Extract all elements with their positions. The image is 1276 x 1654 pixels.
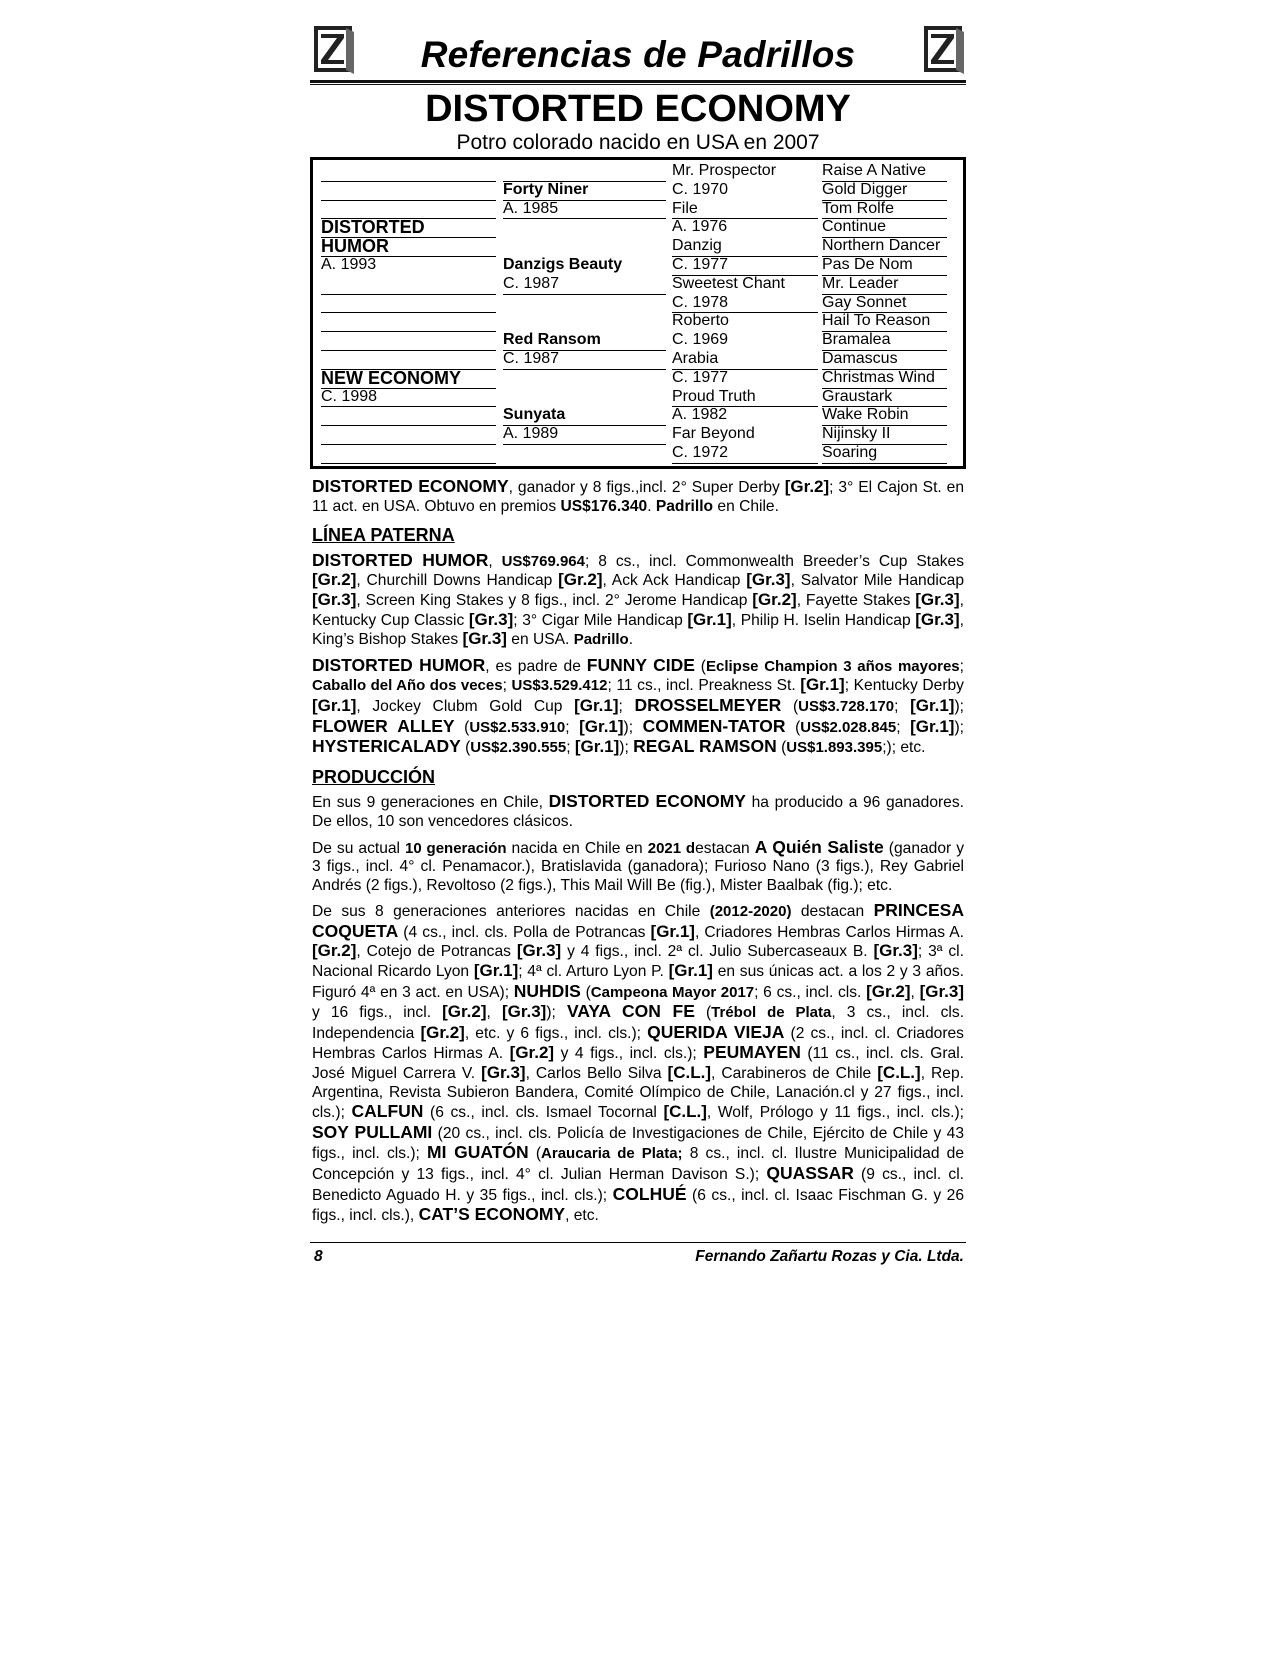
pedigree-cell bbox=[503, 162, 666, 182]
grade-badge: [Gr.3] bbox=[873, 941, 918, 961]
pedigree-cell: HUMOR bbox=[321, 237, 496, 257]
pedigree-cell bbox=[503, 388, 666, 407]
pedigree-cell bbox=[503, 369, 666, 388]
bold-text: US$1.893.395 bbox=[786, 739, 883, 757]
text: , Churchill Downs Handicap bbox=[356, 572, 559, 590]
pedigree-cell: File bbox=[672, 200, 818, 220]
bold-text: US$2.028.845 bbox=[800, 718, 897, 736]
text: (6 cs., incl. cl. Isaac Fischman G. y 26 figs., incl. cls.), bbox=[312, 1186, 965, 1225]
horse-name-inline: NUHDIS bbox=[513, 980, 581, 1001]
text: , Rep. Argentina, Revista Subieron Bandera, Comité Olímpico de Chile, Lanación.cl y 27 figs., incl. cls.); bbox=[312, 1065, 964, 1122]
grade-badge: [Gr.3] bbox=[915, 609, 960, 629]
pedigree-row bbox=[321, 369, 941, 388]
pedigree-cell: Soaring bbox=[822, 444, 947, 464]
pedigree-cell bbox=[321, 350, 496, 370]
grade-badge: [Gr.3] bbox=[312, 589, 357, 609]
text: ( bbox=[776, 739, 787, 757]
grade-badge: [C.L.] bbox=[877, 1063, 921, 1083]
bold-text: Trébol de Plata bbox=[711, 1004, 832, 1022]
horse-name-inline: DISTORTED ECONOMY bbox=[312, 476, 509, 496]
text: ( bbox=[460, 739, 471, 757]
pedigree-cell: C. 1977 bbox=[672, 256, 818, 276]
text: ); bbox=[623, 718, 643, 736]
horse-name-inline: QUASSAR bbox=[766, 1163, 854, 1183]
text: , ganador y 8 figs.,incl. 2° Super Derby bbox=[508, 479, 785, 496]
text: , Wolf, Prólogo y 11 figs., incl. cls.); bbox=[706, 1104, 964, 1122]
pedigree-row bbox=[321, 181, 941, 200]
bold-text: US$2.390.555 bbox=[470, 739, 567, 757]
pedigree-cell: Sweetest Chant bbox=[672, 274, 785, 292]
text: En sus 9 generaciones en Chile, bbox=[312, 794, 549, 812]
grade-badge: [Gr.1] bbox=[312, 695, 357, 715]
text: (20 cs., incl. cls. Policía de Investigaciones de Chile, Ejército de Chile y 43 figs., incl. cls.); bbox=[312, 1124, 964, 1163]
grade-badge: [Gr.1] bbox=[574, 695, 619, 715]
grade-badge: [Gr.1] bbox=[650, 921, 695, 941]
publisher-name: Fernando Zañartu Rozas y Cia. Ltda. bbox=[695, 1248, 964, 1265]
grade-badge: [Gr.2] bbox=[312, 941, 357, 961]
pedigree-cell: Pas De Nom bbox=[822, 256, 947, 276]
text: en USA. bbox=[506, 631, 574, 649]
horse-name-inline: COLHUÉ bbox=[612, 1183, 687, 1204]
text: y 4 figs., incl. 2ª cl. Julio Subercaseaux B. bbox=[561, 943, 874, 961]
bold-text: US$3.529.412 bbox=[511, 677, 608, 695]
grade-badge: [Gr.1] bbox=[687, 609, 732, 629]
produccion-paragraph-2 bbox=[312, 838, 964, 896]
pedigree-cell: Sunyata bbox=[503, 406, 666, 426]
pedigree-cell bbox=[503, 444, 666, 463]
pedigree-cell: Gold Digger bbox=[822, 181, 947, 201]
pedigree-row bbox=[321, 162, 941, 181]
text: . bbox=[647, 497, 656, 515]
grade-badge: [Gr.1] bbox=[910, 695, 955, 715]
pedigree-cell: Proud Truth bbox=[672, 388, 818, 408]
grade-badge: [Gr.1] bbox=[579, 716, 624, 736]
pedigree-cell: Damascus bbox=[822, 350, 947, 370]
pedigree-cell: NEW ECONOMY bbox=[321, 369, 496, 389]
zr-emblem-icon bbox=[310, 24, 356, 74]
pedigree-cell bbox=[321, 181, 496, 201]
header-rule-thin bbox=[310, 84, 966, 85]
horse-name-inline: DISTORTED HUMOR bbox=[312, 654, 486, 675]
page-number: 8 bbox=[314, 1248, 323, 1265]
text: nacida en Chile en bbox=[506, 839, 648, 857]
text: 8 cs., incl. cl. Ilustre Municipalidad de Concepción y 13 figs., incl. 4° cl. Julian Herman Davison S.); bbox=[312, 1145, 965, 1183]
text: ( bbox=[580, 983, 591, 1001]
pedigree-cell: C. 1987 bbox=[503, 350, 666, 370]
text: y 4 figs., incl. cls.); bbox=[554, 1045, 704, 1063]
text: ; Kentucky Derby bbox=[844, 677, 964, 695]
pedigree-cell: A. 1989 bbox=[503, 425, 666, 445]
text: De su actual bbox=[312, 839, 406, 857]
pedigree-row bbox=[321, 218, 941, 237]
text: , Salvator Mile Handicap bbox=[790, 572, 964, 590]
text: , bbox=[488, 552, 502, 570]
text: , King’s Bishop Stakes bbox=[312, 611, 964, 649]
pedigree-cell: Far Beyond bbox=[672, 425, 755, 443]
page-footer bbox=[310, 1242, 966, 1265]
horse-subtitle: Potro colorado nacido en USA en 2007 bbox=[456, 131, 820, 154]
body-text bbox=[310, 477, 966, 1226]
pedigree-cell: Roberto bbox=[672, 312, 729, 330]
grade-badge: [C.L.] bbox=[667, 1063, 711, 1083]
text: (9 cs., incl. cl. Benedicto Aguado H. y 35 figs., incl. cls.); bbox=[312, 1166, 964, 1204]
grade-badge: [Gr.1] bbox=[574, 737, 620, 757]
text: , Kentucky Cup Classic bbox=[312, 591, 964, 629]
grade-badge: [Gr.3] bbox=[915, 589, 960, 609]
intro-paragraph bbox=[312, 477, 964, 516]
pedigree-row bbox=[321, 275, 941, 294]
grade-badge: [Gr.3] bbox=[516, 941, 562, 961]
grade-badge: [Gr.3] bbox=[919, 981, 964, 1001]
header-rule bbox=[310, 80, 966, 83]
pedigree-cell bbox=[321, 294, 496, 314]
pedigree-cell: C. 1987 bbox=[503, 275, 666, 295]
pedigree-cell: C. 1970 bbox=[672, 180, 729, 198]
header-title: Referencias de Padrillos bbox=[420, 34, 856, 75]
grade-badge: [C.L.] bbox=[663, 1102, 707, 1122]
section-heading-paterna: LÍNEA PATERNA bbox=[312, 525, 455, 546]
text: (6 cs., incl. cls. Ismael Tocornal bbox=[423, 1104, 664, 1122]
grade-badge: [Gr.2] bbox=[312, 570, 357, 590]
pedigree-row bbox=[321, 237, 941, 256]
pedigree-row bbox=[321, 200, 941, 219]
text: destacan bbox=[791, 903, 874, 921]
text: ( bbox=[454, 718, 470, 736]
bold-text: Caballo del Año dos veces bbox=[312, 677, 503, 695]
pedigree-cell bbox=[503, 312, 666, 331]
bold-text: US$2.533.910 bbox=[469, 718, 566, 736]
horse-name-inline: MI GUATÓN bbox=[427, 1142, 529, 1163]
text: en sus únicas act. a los 2 y 3 años. Figuró 4ª en 3 act. en USA); bbox=[312, 963, 964, 1001]
text: De sus 8 generaciones anteriores nacidas en Chile bbox=[312, 903, 710, 921]
pedigree-cell: DISTORTED bbox=[321, 218, 496, 238]
horse-name-inline: DISTORTED HUMOR bbox=[312, 549, 489, 570]
text: , Cotejo de Potrancas bbox=[356, 943, 517, 961]
pedigree-cell: Hail To Reason bbox=[822, 312, 947, 332]
horse-name-inline: SOY PULLAMI bbox=[312, 1121, 433, 1142]
horse-name-inline: VAYA CON FE bbox=[566, 1001, 695, 1022]
text: . bbox=[628, 631, 634, 649]
text: , Carlos Bello Silva bbox=[525, 1065, 668, 1083]
pedigree-row bbox=[321, 256, 941, 275]
pedigree-cell: Arabia bbox=[672, 350, 818, 370]
grade-badge: [Gr.2] bbox=[752, 589, 797, 609]
grade-badge: [Gr.3] bbox=[746, 570, 791, 590]
grade-badge: [Gr.3] bbox=[481, 1063, 526, 1083]
text: ; bbox=[565, 718, 580, 736]
text: ; 11 cs., incl. Preakness St. bbox=[607, 677, 801, 695]
pedigree-cell: Continue bbox=[822, 218, 947, 238]
pedigree-row bbox=[321, 312, 941, 331]
horse-name: DISTORTED ECONOMY bbox=[425, 88, 851, 130]
pedigree-cell: Danzigs Beauty bbox=[503, 256, 623, 273]
grade-badge: [Gr.3] bbox=[501, 1002, 547, 1022]
pedigree-cell: A. 1982 bbox=[672, 406, 728, 424]
pedigree-cell: Tom Rolfe bbox=[822, 200, 947, 220]
text: ;); etc. bbox=[882, 739, 926, 757]
pedigree-cell: C. 1978 bbox=[672, 294, 818, 314]
pedigree-cell bbox=[503, 237, 666, 256]
paterna-paragraph-1 bbox=[312, 551, 964, 650]
grade-badge: [Gr.2] bbox=[558, 570, 603, 590]
grade-badge: [Gr.1] bbox=[800, 675, 845, 695]
pedigree-cell: Christmas Wind bbox=[822, 369, 947, 389]
pedigree-cell bbox=[321, 406, 496, 426]
text: ); bbox=[954, 697, 964, 715]
bold-text: US$3.728.170 bbox=[798, 697, 895, 715]
text: y 16 figs., incl. bbox=[312, 1004, 443, 1022]
earnings: US$176.340 bbox=[560, 497, 648, 515]
text: ( bbox=[785, 718, 801, 736]
pedigree-cell: Mr. Leader bbox=[822, 275, 947, 295]
text: en Chile. bbox=[713, 497, 779, 515]
text: ( bbox=[694, 657, 706, 675]
produccion-paragraph-1 bbox=[312, 792, 964, 831]
pedigree-cell: Mr. Prospector bbox=[672, 162, 777, 179]
pedigree-cell: C. 1998 bbox=[321, 388, 496, 408]
text: ha producido a 96 ganadores. De ellos, 10 son vencedores clásicos. bbox=[312, 794, 964, 830]
document-page bbox=[310, 22, 966, 1232]
pedigree-cell bbox=[321, 444, 496, 464]
text: ; 3° El Cajon St. en 11 act. en USA. Obtuvo en premios bbox=[312, 479, 964, 515]
text: , Fayette Stakes bbox=[796, 591, 916, 609]
grade-badge: [Gr.1] bbox=[473, 961, 519, 981]
text: ); bbox=[619, 739, 634, 757]
pedigree-row bbox=[321, 388, 941, 407]
horse-name-inline: REGAL RAMSON bbox=[633, 736, 777, 757]
bold-text: 2021 d bbox=[647, 839, 696, 857]
horse-name-inline: PRINCESA COQUETA bbox=[312, 900, 964, 941]
text: ; 3ª cl. Nacional Ricardo Lyon bbox=[312, 943, 964, 981]
text: , es padre de bbox=[485, 657, 587, 675]
grade-badge: [Gr.2] bbox=[509, 1043, 555, 1063]
text: estacan bbox=[695, 839, 755, 857]
text: ); bbox=[546, 1004, 567, 1022]
text: , Carabineros de Chile bbox=[710, 1065, 878, 1083]
bold-text: Araucaria de Plata; bbox=[541, 1145, 683, 1163]
produccion-paragraph-3 bbox=[312, 901, 964, 1226]
pedigree-cell: A. 1993 bbox=[321, 256, 377, 273]
text: (11 cs., incl. cls. Gral. José Miguel Carrera V. bbox=[312, 1045, 965, 1083]
pedigree-cell: Wake Robin bbox=[822, 406, 947, 426]
horse-name-inline: A Quién Saliste bbox=[754, 836, 884, 857]
bold-text: Eclipse Champion 3 años mayores bbox=[705, 657, 960, 675]
pedigree-table bbox=[310, 157, 966, 469]
text: , etc. bbox=[565, 1207, 599, 1225]
text: ; bbox=[896, 718, 911, 736]
pedigree-cell: C. 1972 bbox=[672, 444, 818, 464]
text: , Philip H. Iselin Handicap bbox=[731, 611, 916, 629]
pedigree-row bbox=[321, 425, 941, 444]
grade-badge: [Gr.2] bbox=[784, 477, 830, 496]
text: ); bbox=[954, 718, 964, 736]
pedigree-cell bbox=[321, 162, 496, 182]
bold-text: 10 generación bbox=[405, 839, 507, 857]
pedigree-cell: Red Ransom bbox=[503, 331, 666, 351]
text: (2 cs., incl. cl. Criadores Hembras Carlos Hirmas A. bbox=[312, 1024, 964, 1063]
pedigree-cell: Northern Dancer bbox=[822, 237, 947, 257]
section-heading-produccion: PRODUCCIÓN bbox=[312, 766, 436, 787]
pedigree-cell: C. 1977 bbox=[672, 368, 729, 386]
text: , bbox=[910, 983, 920, 1001]
bold-text: Campeona Mayor 2017 bbox=[590, 983, 755, 1001]
pedigree-row bbox=[321, 331, 941, 350]
text: , Criadores Hembras Carlos Hirmas A. bbox=[694, 923, 964, 941]
grade-badge: [Gr.2] bbox=[442, 1002, 487, 1022]
horse-name-inline: DISTORTED ECONOMY bbox=[548, 791, 746, 812]
text: ; bbox=[502, 677, 512, 695]
horse-name-inline: COMMEN-TATOR bbox=[642, 715, 786, 736]
pedigree-cell: A. 1976 bbox=[672, 218, 728, 236]
text: , Screen King Stakes y 8 figs., incl. 2° Jerome Handicap bbox=[356, 591, 753, 609]
pedigree-row bbox=[321, 294, 941, 313]
pedigree-cell: Raise A Native bbox=[822, 162, 947, 182]
grade-badge: [Gr.3] bbox=[468, 609, 514, 629]
pedigree-cell: Bramalea bbox=[822, 331, 947, 351]
grade-badge: [Gr.1] bbox=[910, 716, 955, 736]
text: , Jockey Clubm Gold Cup bbox=[356, 697, 575, 715]
grade-badge: [Gr.2] bbox=[866, 981, 911, 1001]
pedigree-cell: C. 1969 bbox=[672, 331, 729, 349]
text: , Ack Ack Handicap bbox=[602, 572, 747, 590]
pedigree-row bbox=[321, 350, 941, 369]
bold-text: (2012-2020) bbox=[709, 903, 792, 921]
pedigree-row bbox=[321, 444, 941, 463]
horse-name-inline: FLOWER ALLEY bbox=[312, 715, 455, 736]
pedigree-cell bbox=[321, 331, 496, 351]
text: ; 6 cs., incl. cls. bbox=[754, 983, 867, 1001]
horse-name-inline: CALFUN bbox=[351, 1101, 424, 1122]
page-header bbox=[310, 22, 966, 84]
bold-text: US$769.964 bbox=[501, 552, 585, 570]
text: ( bbox=[694, 1004, 712, 1022]
pedigree-cell bbox=[321, 425, 496, 445]
text: ; bbox=[566, 739, 575, 757]
pedigree-cell: Gay Sonnet bbox=[822, 294, 947, 314]
text: ; 4ª cl. Arturo Lyon P. bbox=[518, 963, 669, 981]
text: ; 8 cs., incl. Commonwealth Breeder’s Cup Stakes bbox=[585, 552, 965, 570]
text: (ganador y 3 figs., incl. 4° cl. Penamacor.), Bratislavida (ganadora); Furioso Nano (3 figs.), Rey Gabriel Andrés (2 figs.), Revoltoso (2 figs.), This Mail Will Be (fig.), Mister Baalbak (fig.); etc. bbox=[312, 839, 965, 894]
zr-emblem-icon bbox=[920, 24, 966, 74]
horse-name-inline: CAT’S ECONOMY bbox=[418, 1204, 566, 1225]
text: ( bbox=[528, 1145, 542, 1163]
horse-name-inline: PEUMAYEN bbox=[703, 1042, 801, 1063]
text: , bbox=[486, 1004, 502, 1022]
horse-name-inline: FUNNY CIDE bbox=[586, 654, 695, 675]
pedigree-cell: Graustark bbox=[822, 388, 947, 408]
bold-text: Padrillo bbox=[573, 631, 629, 649]
grade-badge: [Gr.1] bbox=[668, 961, 713, 981]
text: ; bbox=[618, 697, 635, 715]
text: (4 cs., incl. cls. Polla de Potrancas bbox=[398, 923, 651, 941]
pedigree-cell bbox=[321, 275, 496, 295]
pedigree-row bbox=[321, 406, 941, 425]
pedigree-cell: Nijinsky II bbox=[822, 425, 947, 445]
pedigree-cell bbox=[321, 312, 496, 332]
horse-name-inline: HYSTERICALADY bbox=[312, 736, 461, 757]
paterna-paragraph-2 bbox=[312, 656, 964, 758]
label: Padrillo bbox=[655, 497, 714, 515]
grade-badge: [Gr.3] bbox=[462, 629, 507, 649]
text: , 3 cs., incl. cls. Independencia bbox=[312, 1004, 965, 1042]
grade-badge: [Gr.2] bbox=[420, 1022, 465, 1042]
horse-name-inline: DROSSELMEYER bbox=[634, 694, 782, 715]
pedigree-cell bbox=[503, 294, 666, 313]
pedigree-cell: Forty Niner bbox=[503, 181, 666, 201]
text: ; bbox=[959, 657, 964, 675]
pedigree-cell: A. 1985 bbox=[503, 200, 666, 220]
text: ; 3° Cigar Mile Handicap bbox=[513, 611, 688, 629]
horse-name-inline: QUERIDA VIEJA bbox=[647, 1021, 785, 1042]
pedigree-cell bbox=[503, 218, 666, 237]
text: , etc. y 6 figs., incl. cls.); bbox=[464, 1024, 648, 1042]
text: ; bbox=[894, 697, 911, 715]
pedigree-cell: Danzig bbox=[672, 237, 818, 257]
text: ( bbox=[781, 697, 799, 715]
